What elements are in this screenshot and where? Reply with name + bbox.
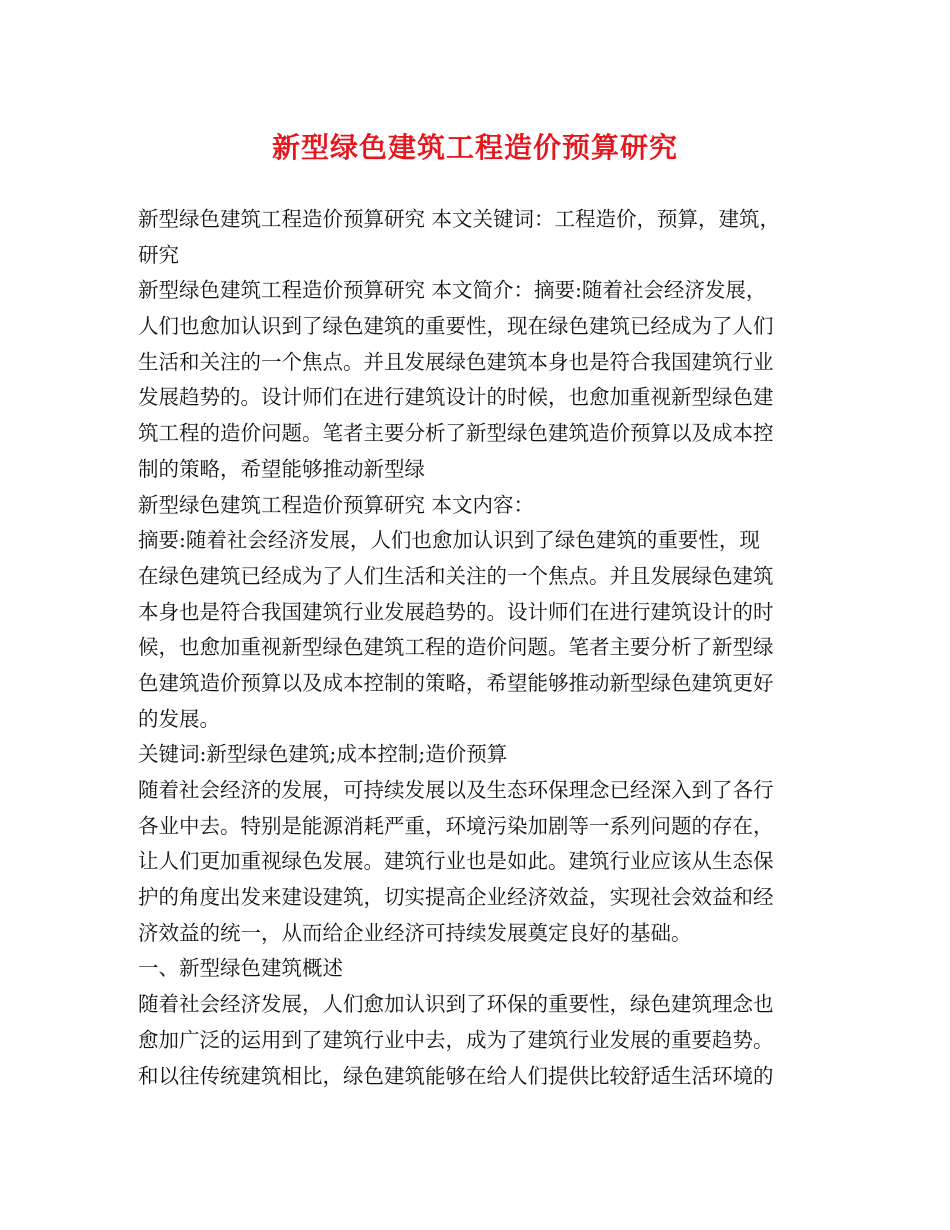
text-line: 让人们更加重视绿色发展。建筑行业也是如此。建筑行业应该从生态保 (138, 849, 774, 874)
document-title: 新型绿色建筑工程造价预算研究 (271, 131, 678, 164)
text-line: 生活和关注的一个焦点。并且发展绿色建筑本身也是符合我国建筑行业 (138, 349, 774, 374)
text-line: 新型绿色建筑工程造价预算研究 本文内容： (138, 492, 535, 517)
text-line: 随着社会经济发展，人们愈加认识到了环保的重要性，绿色建筑理念也 (138, 992, 774, 1017)
text-line: 济效益的统一，从而给企业经济可持续发展奠定良好的基础。 (138, 920, 692, 945)
text-line: 本身也是符合我国建筑行业发展趋势的。设计师们在进行建筑设计的时 (138, 599, 774, 624)
text-line: 在绿色建筑已经成为了人们生活和关注的一个焦点。并且发展绿色建筑 (138, 563, 774, 588)
text-line: 摘要:随着社会经济发展，人们也愈加认识到了绿色建筑的重要性，现 (138, 528, 760, 553)
text-line: 候，也愈加重视新型绿色建筑工程的造价问题。笔者主要分析了新型绿 (138, 635, 774, 660)
text-line: 护的角度出发来建设建筑，切实提高企业经济效益，实现社会效益和经 (138, 885, 774, 910)
text-line: 愈加广泛的运用到了建筑行业中去，成为了建筑行业发展的重要趋势。 (138, 1027, 774, 1052)
text-line: 新型绿色建筑工程造价预算研究 本文简介：摘要:随着社会经济发展， (138, 278, 767, 303)
text-line: 关键词:新型绿色建筑;成本控制;造价预算 (138, 742, 508, 767)
text-line: 新型绿色建筑工程造价预算研究 本文关键词：工程造价，预算，建筑， (138, 207, 781, 231)
text-line: 研究 (138, 242, 179, 267)
text-line: 和以往传统建筑相比，绿色建筑能够在给人们提供比较舒适生活环境的 (138, 1063, 774, 1088)
text-line: 人们也愈加认识到了绿色建筑的重要性，现在绿色建筑已经成为了人们 (138, 314, 774, 339)
document-body (138, 202, 828, 1094)
text-line: 发展趋势的。设计师们在进行建筑设计的时候，也愈加重视新型绿色建 (138, 385, 774, 410)
text-line: 筑工程的造价问题。笔者主要分析了新型绿色建筑造价预算以及成本控 (138, 421, 774, 446)
text-line: 随着社会经济的发展，可持续发展以及生态环保理念已经深入到了各行 (138, 778, 774, 802)
text-line: 各业中去。特别是能源消耗严重，环境污染加剧等一系列问题的存在， (138, 813, 774, 838)
section-heading: 一、新型绿色建筑概述 (138, 956, 343, 981)
text-line: 的发展。 (138, 706, 220, 731)
text-line: 色建筑造价预算以及成本控制的策略，希望能够推动新型绿色建筑更好 (138, 670, 774, 695)
text-line: 制的策略，希望能够推动新型绿 (138, 456, 425, 481)
